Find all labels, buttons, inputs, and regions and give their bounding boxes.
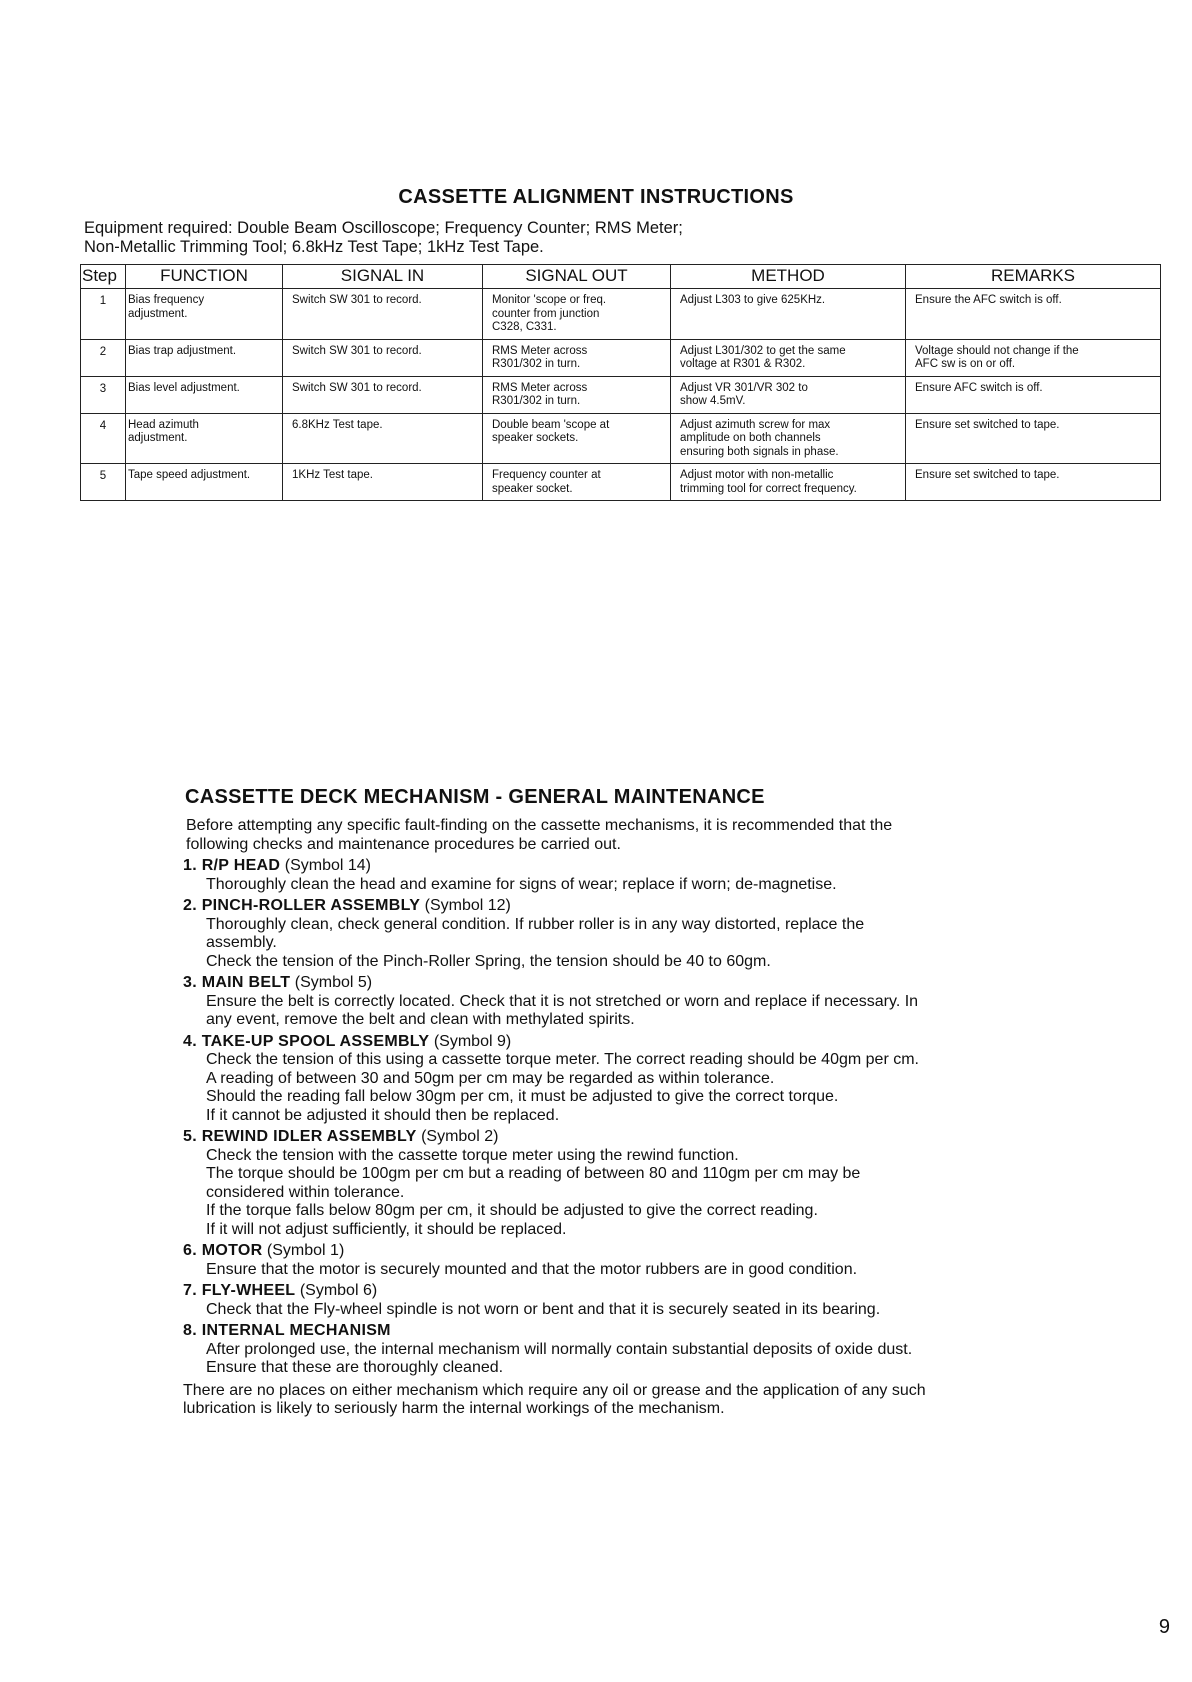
cell-line: amplitude on both channels: [680, 432, 821, 444]
maintenance-item-heading: [183, 1322, 1083, 1341]
item-line: The torque should be 100gm per cm but a reading of between 80 and 110gm per cm may be: [206, 1165, 861, 1182]
cell-function: [126, 376, 283, 413]
item-heading: TAKE-UP SPOOL ASSEMBLY: [201, 1032, 430, 1050]
cell-method: [671, 289, 906, 340]
maintenance-item-heading: [183, 1033, 1083, 1052]
item-line: assembly.: [206, 934, 277, 951]
cell-remarks: [906, 289, 1161, 340]
cell-line: Switch SW 301 to record.: [292, 294, 422, 306]
column-header-method: METHOD: [671, 265, 906, 289]
maintenance-item: [183, 1033, 1083, 1126]
cell-line: ensuring both signals in phase.: [680, 445, 839, 458]
column-header-step: Step: [81, 265, 126, 289]
maintenance-item-body: [206, 1051, 1083, 1125]
item-line: After prolonged use, the internal mechanism will normally contain substantial deposits of oxide dust.: [206, 1340, 913, 1358]
cell-signal-out: [483, 289, 671, 340]
cell-function: [126, 464, 283, 501]
cell-function: [126, 339, 283, 376]
cell-line: Bias frequency: [128, 294, 205, 306]
maintenance-item-heading: [183, 1128, 1083, 1147]
cell-signal-in: [283, 339, 483, 376]
table-row: [81, 413, 1161, 464]
table-header-row: [81, 265, 1161, 289]
cell-remarks: [906, 464, 1161, 501]
item-number: 4.: [183, 1032, 197, 1050]
cell-line: Double beam 'scope at: [492, 418, 610, 431]
item-symbol: (Symbol 5): [294, 974, 373, 991]
cell-line: trimming tool for correct frequency.: [680, 482, 857, 495]
item-symbol: (Symbol 14): [284, 857, 371, 874]
maintenance-item-body: [206, 876, 1083, 895]
intro-line: following checks and maintenance procedures be carried out.: [186, 835, 621, 853]
cell-method: [671, 464, 906, 501]
item-number: 5.: [183, 1128, 197, 1145]
item-symbol: (Symbol 6): [299, 1282, 378, 1299]
cell-line: Adjust VR 301/VR 302 to: [680, 381, 808, 394]
cell-signal-in: [283, 413, 483, 464]
item-line: Ensure the belt is correctly located. Check that it is not stretched or worn and replace if necessary. In: [206, 992, 919, 1010]
maintenance-item: [183, 1282, 1083, 1319]
alignment-title: CASSETTE ALIGNMENT INSTRUCTIONS: [398, 186, 794, 208]
item-number: 2.: [183, 897, 197, 914]
item-heading: FLY-WHEEL: [201, 1282, 296, 1299]
maintenance-item-body: [206, 1261, 1083, 1280]
maintenance-item: [183, 974, 1083, 1030]
cell-remarks: [906, 339, 1161, 376]
cell-line: Frequency counter at: [492, 469, 601, 481]
cell-signal-out: [483, 376, 671, 413]
maintenance-item: [183, 1322, 1083, 1378]
alignment-table: [80, 264, 1161, 501]
cell-line: Ensure AFC switch is off.: [915, 381, 1043, 394]
item-number: 7.: [183, 1282, 197, 1299]
cell-line: speaker socket.: [492, 482, 573, 495]
maintenance-item-body: [206, 993, 1083, 1030]
maintenance-item-heading: [183, 897, 1083, 916]
maintenance-item: [183, 857, 1083, 894]
outro-line: There are no places on either mechanism which require any oil or grease and the application of any such: [183, 1381, 926, 1399]
cell-line: counter from junction: [492, 307, 600, 320]
item-line: Ensure that the motor is securely mounted and that the motor rubbers are in good condition.: [206, 1260, 858, 1278]
cell-line: Adjust azimuth screw for max: [680, 418, 831, 431]
item-symbol: (Symbol 12): [424, 897, 511, 914]
outro-line: lubrication is likely to seriously harm the internal workings of the mechanism.: [183, 1400, 725, 1417]
cell-line: Bias level adjustment.: [128, 381, 240, 394]
equipment-line: Equipment required: Double Beam Oscilloscope; Frequency Counter; RMS Meter;: [84, 219, 683, 237]
cell-method: [671, 376, 906, 413]
item-line: Check the tension of the Pinch-Roller Spring, the tension should be 40 to 60gm.: [206, 952, 771, 970]
item-heading: MAIN BELT: [201, 974, 291, 991]
maintenance-item: [183, 1128, 1083, 1239]
table-row: [81, 289, 1161, 340]
cell-line: Head azimuth: [128, 418, 199, 431]
maintenance-item: [183, 897, 1083, 971]
maintenance-item-body: [206, 1147, 1083, 1240]
item-heading: REWIND IDLER ASSEMBLY: [201, 1128, 417, 1145]
alignment-table-body: [81, 289, 1161, 501]
cell-line: Adjust L301/302 to get the same: [680, 344, 846, 357]
table-row: [81, 464, 1161, 501]
cell-line: Switch SW 301 to record.: [292, 344, 422, 357]
item-line: Thoroughly clean, check general condition. If rubber roller is in any way distorted, replace the: [206, 915, 865, 933]
cell-line: AFC sw is on or off.: [915, 358, 1016, 370]
cell-line: RMS Meter across: [492, 381, 588, 394]
item-line: If the torque falls below 80gm per cm, it should be adjusted to give the correct reading.: [206, 1202, 818, 1219]
cell-line: Ensure set switched to tape.: [915, 469, 1060, 481]
cell-remarks: [906, 413, 1161, 464]
cell-line: voltage at R301 & R302.: [680, 358, 806, 370]
cell-line: Voltage should not change if the: [915, 344, 1079, 357]
cell-remarks: [906, 376, 1161, 413]
maintenance-item-heading: [183, 1242, 1083, 1261]
table-row: [81, 339, 1161, 376]
cell-signal-in: [283, 376, 483, 413]
cell-signal-out: [483, 339, 671, 376]
cell-signal-out: [483, 464, 671, 501]
item-symbol: (Symbol 9): [433, 1032, 512, 1050]
cell-line: Bias trap adjustment.: [128, 344, 237, 357]
cell-line: R301/302 in turn.: [492, 395, 581, 407]
cell-line: show 4.5mV.: [680, 395, 746, 407]
cell-line: adjustment.: [128, 307, 188, 320]
item-line: Ensure that these are thoroughly cleaned.: [206, 1359, 504, 1376]
maintenance-item-heading: [183, 974, 1083, 993]
item-line: Thoroughly clean the head and examine for signs of wear; replace if worn; de-magnetise.: [206, 875, 837, 893]
maintenance-outro: [183, 1382, 1083, 1419]
maintenance-list: [183, 857, 1083, 1378]
cell-method: [671, 413, 906, 464]
item-line: If it will not adjust sufficiently, it should be replaced.: [206, 1220, 567, 1238]
intro-line: Before attempting any specific fault-finding on the cassette mechanisms, it is recommended that the: [186, 817, 893, 834]
item-line: Check the tension with the cassette torque meter using the rewind function.: [206, 1146, 739, 1164]
cell-line: C328, C331.: [492, 321, 557, 333]
cell-signal-in: [283, 289, 483, 340]
maintenance-item-heading: [183, 857, 1083, 876]
maintenance-section: [183, 817, 1083, 1419]
item-line: If it cannot be adjusted it should then be replaced.: [206, 1106, 560, 1124]
maintenance-item: [183, 1242, 1083, 1279]
maintenance-intro: [186, 817, 1083, 854]
cell-step: 1: [81, 289, 126, 340]
cell-line: R301/302 in turn.: [492, 358, 581, 370]
column-header-remarks: REMARKS: [906, 265, 1161, 289]
item-number: 1.: [183, 857, 197, 874]
cell-line: Adjust motor with non-metallic: [680, 469, 834, 481]
cell-line: Tape speed adjustment.: [128, 469, 251, 481]
item-number: 6.: [183, 1242, 197, 1259]
maintenance-item-body: [206, 1341, 1083, 1378]
cell-line: Ensure set switched to tape.: [915, 418, 1060, 431]
cell-line: 1KHz Test tape.: [292, 469, 373, 481]
item-line: Check that the Fly-wheel spindle is not worn or bent and that it is securely seated in its bearing.: [206, 1300, 881, 1318]
cell-line: Switch SW 301 to record.: [292, 381, 422, 394]
cell-method: [671, 339, 906, 376]
column-header-function: FUNCTION: [126, 265, 283, 289]
cell-step: 2: [81, 339, 126, 376]
maintenance-item-body: [206, 1301, 1083, 1320]
cell-line: Monitor 'scope or freq.: [492, 294, 607, 306]
item-heading: INTERNAL MECHANISM: [201, 1322, 391, 1339]
equipment-line: Non-Metallic Trimming Tool; 6.8kHz Test Tape; 1kHz Test Tape.: [84, 238, 544, 256]
maintenance-title: CASSETTE DECK MECHANISM - GENERAL MAINTENANCE: [185, 786, 765, 808]
table-row: [81, 376, 1161, 413]
item-heading: R/P HEAD: [201, 857, 281, 874]
maintenance-item-heading: [183, 1282, 1083, 1301]
cell-step: 4: [81, 413, 126, 464]
item-heading: MOTOR: [201, 1242, 263, 1259]
cell-step: 5: [81, 464, 126, 501]
page-number: 9: [1158, 1616, 1170, 1638]
cell-step: 3: [81, 376, 126, 413]
item-number: 8.: [183, 1322, 197, 1339]
cell-line: Adjust L303 to give 625KHz.: [680, 294, 826, 306]
cell-signal-out: [483, 413, 671, 464]
item-line: Should the reading fall below 30gm per cm, it must be adjusted to give the correct torque.: [206, 1088, 839, 1105]
cell-line: speaker sockets.: [492, 432, 579, 444]
item-heading: PINCH-ROLLER ASSEMBLY: [201, 897, 421, 914]
maintenance-item-body: [206, 916, 1083, 972]
item-symbol: (Symbol 2): [421, 1128, 499, 1145]
cell-line: 6.8KHz Test tape.: [292, 418, 383, 431]
item-number: 3.: [183, 974, 197, 991]
item-symbol: (Symbol 1): [266, 1242, 345, 1259]
equipment-required: [84, 219, 683, 257]
column-header-signal-in: SIGNAL IN: [283, 265, 483, 289]
cell-line: Ensure the AFC switch is off.: [915, 294, 1062, 306]
column-header-signal-out: SIGNAL OUT: [483, 265, 671, 289]
item-line: any event, remove the belt and clean with methylated spirits.: [206, 1011, 635, 1028]
cell-function: [126, 289, 283, 340]
cell-function: [126, 413, 283, 464]
cell-signal-in: [283, 464, 483, 501]
item-line: Check the tension of this using a cassette torque meter. The correct reading should be 40gm per cm.: [206, 1051, 919, 1068]
cell-line: adjustment.: [128, 432, 188, 444]
item-line: A reading of between 30 and 50gm per cm may be regarded as within tolerance.: [206, 1069, 775, 1087]
cell-line: RMS Meter across: [492, 344, 588, 357]
item-line: considered within tolerance.: [206, 1183, 405, 1201]
